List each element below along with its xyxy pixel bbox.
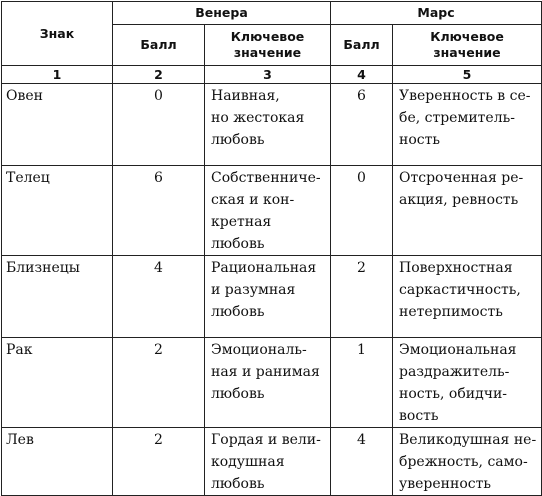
sign-cell: Близнецы [2,256,113,338]
mars-score-cell: 2 [331,256,393,338]
table-row [2,256,542,338]
meaning-line: вость [399,408,439,424]
sign-cell: Овен [2,84,113,166]
meaning-line: Эмоциональная [399,342,517,358]
meaning-line: уверенность [399,476,491,492]
meaning-line: ность, обидчи- [399,386,508,402]
meaning-line: кретная [211,214,272,230]
header-venus-meaning-line: Ключевое [230,29,305,44]
venus-score-cell: 2 [113,428,205,496]
column-number: 5 [393,66,542,84]
sign-cell: Рак [2,338,113,428]
table-row [2,166,542,256]
meaning-line: и разумная [211,282,296,298]
meaning-line: любовь [211,132,265,148]
meaning-line: нетерпимость [399,304,503,320]
venus-meaning-cell [205,338,331,428]
meaning-line: любовь [211,236,265,252]
venus-score-cell: 4 [113,256,205,338]
mars-score-cell: 6 [331,84,393,166]
column-number: 2 [113,66,205,84]
meaning-line: Эмоциональ- [211,342,307,358]
header-mars-score: Балл [331,25,393,66]
meaning-line: раздражитель- [399,364,510,380]
mars-meaning-cell [393,338,542,428]
venus-meaning-cell [205,84,331,166]
meaning-line: любовь [211,386,265,402]
column-number: 1 [2,66,113,84]
column-number: 4 [331,66,393,84]
table-row [2,338,542,428]
mars-score-cell: 0 [331,166,393,256]
meaning-line: Великодушная не- [399,432,537,448]
venus-meaning-cell [205,428,331,496]
mars-meaning-cell [393,84,542,166]
sign-cell: Телец [2,166,113,256]
meaning-line: любовь [211,476,265,492]
mars-meaning-cell [393,166,542,256]
header-mars-meaning-line: значение [433,45,501,60]
mars-meaning-cell [393,428,542,496]
meaning-line: любовь [211,304,265,320]
venus-score-cell: 6 [113,166,205,256]
meaning-line: но жестокая [211,110,305,126]
meaning-line: акция, ревность [399,192,519,208]
header-venus-meaning [205,25,331,66]
venus-meaning-cell [205,256,331,338]
meaning-line: Собственниче- [211,170,321,186]
zodiac-table [1,1,542,496]
meaning-line: Поверхностная [399,260,513,276]
venus-score-cell: 2 [113,338,205,428]
meaning-line: Гордая и вели- [211,432,321,448]
meaning-line: брежность, само- [399,454,528,470]
header-venus: Венера [113,2,331,25]
mars-meaning-cell [393,256,542,338]
venus-meaning-cell [205,166,331,256]
meaning-line: ность [399,132,440,148]
mars-score-cell: 1 [331,338,393,428]
header-mars: Марс [331,2,542,25]
header-sign: Знак [2,2,113,66]
sign-cell: Лев [2,428,113,496]
meaning-line: ная и ранимая [211,364,320,380]
meaning-line: бе, стремитель- [399,110,515,126]
meaning-line: саркастичность, [399,282,521,298]
table-row [2,84,542,166]
meaning-line: Уверенность в се- [399,88,531,104]
header-mars-meaning-line: Ключевое [430,29,504,44]
mars-score-cell: 4 [331,428,393,496]
column-number: 3 [205,66,331,84]
meaning-line: Отсроченная ре- [399,170,524,186]
meaning-line: ская и кон- [211,192,295,208]
header-venus-meaning-line: значение [233,45,302,60]
table-row [2,428,542,496]
meaning-line: Рациональная [211,260,317,276]
header-venus-score: Балл [113,25,205,66]
header-mars-meaning [393,25,542,66]
meaning-line: кодушная [211,454,285,470]
meaning-line: Наивная, [211,88,280,104]
venus-score-cell: 0 [113,84,205,166]
